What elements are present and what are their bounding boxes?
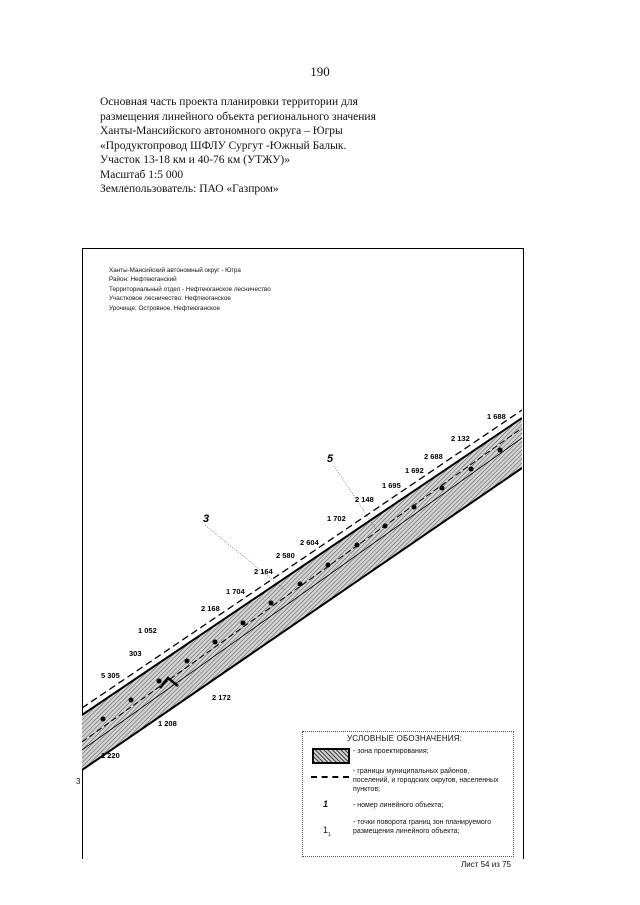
segment-label: 1 704 [226,587,245,596]
number-symbol: 1 [323,799,329,809]
segment-label: 2 604 [300,538,319,547]
map-info [109,266,271,313]
legend-number-text: - номер линейного объекта; [353,802,444,809]
map-info-line: Территориальный отдел - Нефтеюганское лесничество [109,285,271,293]
segment-label: 1 052 [138,626,157,635]
header-line: «Продуктопровод ШФЛУ Сургут -Южный Балык. [100,139,347,152]
edge-object-number: 3 [76,777,81,786]
header-line: размещения линейного объекта регионального значения [100,110,376,123]
legend-zone-text: - зона проектирования; [353,748,429,755]
legend-title: УСЛОВНЫЕ ОБОЗНАЧЕНИЯ: [347,734,463,743]
segment-label: 5 305 [101,671,120,680]
object-number-3: 3 [203,513,210,525]
legend [302,731,514,857]
segment-label: 1 688 [487,412,506,421]
zone-swatch [312,748,350,764]
segment-label: 2 148 [355,495,374,504]
segment-label: 2 132 [451,434,470,443]
point-symbol: $1_1$ [323,825,331,838]
boundary-line [82,410,522,708]
object-number-5: 5 [327,453,334,465]
segment-label: 2 688 [424,452,443,461]
segment-label: 1 702 [327,514,346,523]
header-line: Масштаб 1:5 000 [100,168,184,181]
segment-label: 2 172 [212,693,231,702]
map-info-line: Урочище: Островное, Нефтеюганское [109,304,220,312]
legend-points-text: - точки поворота границ зон планируемого размещения линейного объекта; [353,819,492,835]
page-number: 190 [310,64,330,79]
header-line: Участок 13-18 км и 40-76 км (УТЖУ)» [100,154,290,166]
map-info-line: Участковое лесничество: Нефтеюганское [109,295,231,303]
boundary-swatch [311,776,349,778]
segment-label: 1 220 [101,751,120,760]
segment-label: 1 208 [158,719,177,728]
segment-label: 1 695 [382,481,401,490]
header-line: Ханты-Мансийского автономного округа – Югры [100,125,343,137]
turn-points [101,448,503,722]
segment-label: 2 164 [254,567,273,576]
map-info-line: Ханты-Мансийский автономный округ - Югра [109,267,241,274]
header-line: Землепользователь: ПАО «Газпром» [100,183,279,195]
segment-label: 2 580 [276,551,295,560]
segment-label: 1 692 [405,466,424,475]
map-info-line: Район: Нефтеюганский [109,276,177,284]
legend-boundary-text: - границы муниципальных районов, поселений, и городских округов, населенных пунктов; [353,768,499,793]
segment-label: 303 [129,649,142,658]
sheet-number: Лист 54 из 75 [461,860,511,869]
header-line: Основная часть проекта планировки территории для [100,96,358,108]
segment-label: 2 168 [201,604,220,613]
